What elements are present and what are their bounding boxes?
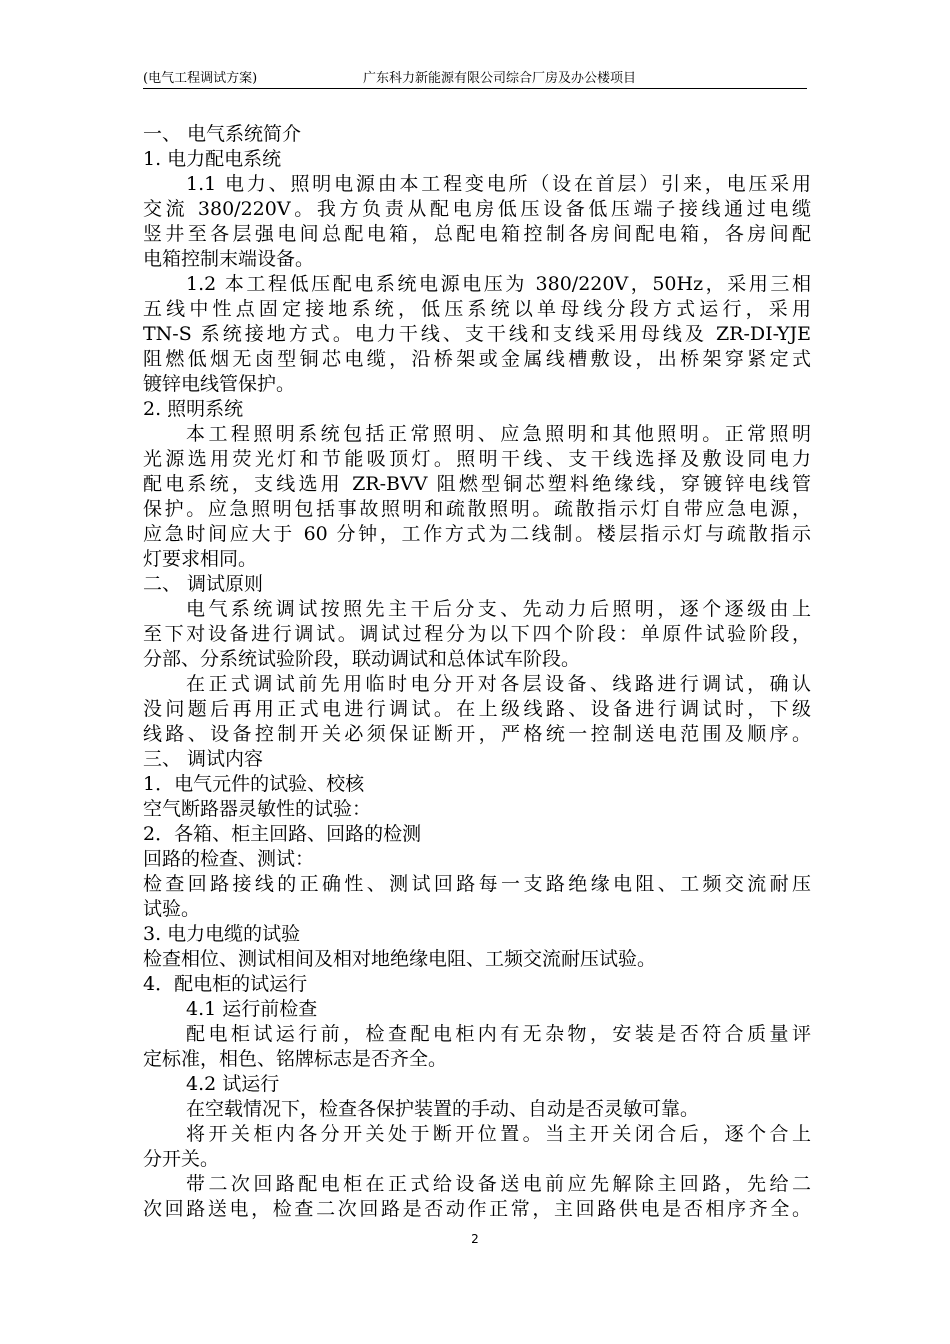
text-line: 一、 电气系统简介: [143, 123, 302, 145]
text-line: 五线中性点固定接地系统，低压系统以单母线分段方式运行，采用: [143, 298, 811, 320]
text-line: 2．各箱、柜主回路、回路的检测: [143, 823, 422, 845]
text-line: 次回路送电，检查二次回路是否动作正常，主回路供电是否相序齐全。: [143, 1198, 811, 1220]
header-project-name: 广东科力新能源有限公司综合厂房及办公楼项目: [363, 71, 637, 86]
text-line: 1．电气元件的试验、校核: [143, 773, 365, 795]
text-line: 分部、分系统试验阶段，联动调试和总体试车阶段。: [143, 648, 581, 670]
text-line: 检查回路接线的正确性、测试回路每一支路绝缘电阻、工频交流耐压: [143, 873, 811, 895]
text-line: 分开关。: [143, 1148, 220, 1170]
text-line: 1.1 电力、照明电源由本工程变电所（设在首层）引来，电压采用: [186, 173, 811, 195]
text-line: 镀锌电线管保护。: [143, 373, 296, 395]
text-line: 保护。应急照明包括事故照明和疏散照明。疏散指示灯自带应急电源，: [143, 498, 811, 520]
document-body: [143, 122, 811, 1222]
text-line: 至下对设备进行调试。调试过程分为以下四个阶段：单原件试验阶段，: [143, 623, 811, 645]
text-line: 阻燃低烟无卤型铜芯电缆，沿桥架或金属线槽敷设，出桥架穿紧定式: [143, 348, 811, 370]
text-line: 3. 电力电缆的试验: [143, 923, 301, 945]
text-line: 定标准，相色、铭牌标志是否齐全。: [143, 1048, 448, 1070]
text-line: 空气断路器灵敏性的试验：: [143, 798, 372, 820]
text-line: 1. 电力配电系统: [143, 148, 282, 170]
text-line: 本工程照明系统包括正常照明、应急照明和其他照明。正常照明: [186, 423, 811, 445]
page-header: [143, 64, 807, 89]
text-line: 在正式调试前先用临时电分开对各层设备、线路进行调试，确认: [186, 673, 811, 695]
text-line: 检查相位、测试相间及相对地绝缘电阻、工频交流耐压试验。: [143, 948, 657, 970]
text-line: 2. 照明系统: [143, 398, 244, 420]
text-line: 试验。: [143, 898, 201, 920]
text-line: 三、 调试内容: [143, 748, 264, 770]
text-line: 竖井至各层强电间总配电箱，总配电箱控制各房间配电箱，各房间配: [143, 223, 811, 245]
page-number: 2: [471, 1232, 479, 1246]
text-line: 交流 380/220V。我方负责从配电房低压设备低压端子接线通过电缆: [143, 198, 811, 220]
text-line: 在空载情况下，检查各保护装置的手动、自动是否灵敏可靠。: [186, 1098, 700, 1120]
text-line: 4.1 运行前检查: [186, 998, 318, 1020]
header-left-title: (电气工程调试方案): [143, 71, 258, 86]
text-line: 回路的检查、测试：: [143, 848, 315, 870]
text-line: 没问题后再用正式电进行调试。在上级线路、设备进行调试时，下级: [143, 698, 811, 720]
text-line: 4.2 试运行: [186, 1073, 280, 1095]
text-line: 1.2 本工程低压配电系统电源电压为 380/220V，50Hz，采用三相: [186, 273, 811, 295]
text-line: 带二次回路配电柜在正式给设备送电前应先解除主回路，先给二: [186, 1173, 811, 1195]
text-line: TN-S 系统接地方式。电力干线、支干线和支线采用母线及 ZR-DI-YJE: [143, 323, 811, 345]
text-line: 光源选用荧光灯和节能吸顶灯。照明干线、支干线选择及敷设同电力: [143, 448, 811, 470]
text-line: 二、 调试原则: [143, 573, 264, 595]
text-line: 4．配电柜的试运行: [143, 973, 308, 995]
text-line: 线路、设备控制开关必须保证断开，严格统一控制送电范围及顺序。: [143, 723, 811, 745]
text-line: 电箱控制末端设备。: [143, 248, 315, 270]
text-line: 将开关柜内各分开关处于断开位置。当主开关闭合后，逐个合上: [186, 1123, 811, 1145]
text-line: 配电系统，支线选用 ZR-BVV 阻燃型铜芯塑料绝缘线，穿镀锌电线管: [143, 473, 811, 495]
text-line: 配电柜试运行前，检查配电柜内有无杂物，安装是否符合质量评: [186, 1023, 811, 1045]
text-line: 灯要求相同。: [143, 548, 258, 570]
text-line: 应急时间应大于 60 分钟，工作方式为二线制。楼层指示灯与疏散指示: [143, 523, 811, 545]
text-line: 电气系统调试按照先主干后分支、先动力后照明，逐个逐级由上: [186, 598, 811, 620]
